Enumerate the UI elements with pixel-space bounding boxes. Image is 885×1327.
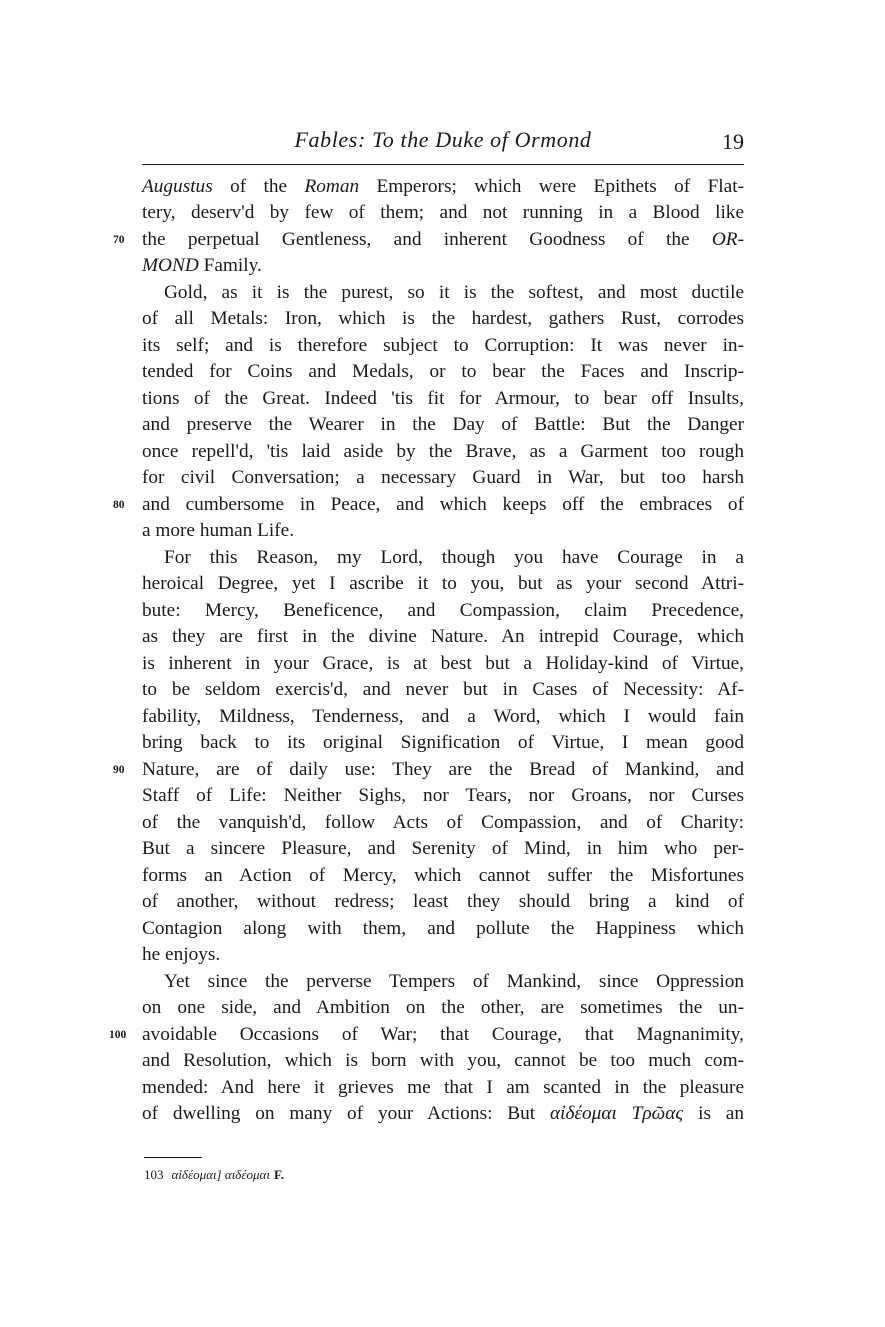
text-line <box>142 174 744 200</box>
header-rule <box>142 164 744 165</box>
text-line: tions of the Great. Indeed 'tis fit for Armour, to bear off Insults, <box>142 388 744 409</box>
text-line: is inherent in your Grace, is at best but a Holiday-kind of Virtue, <box>142 653 744 674</box>
footnote-line-ref: 103 <box>144 1167 164 1182</box>
text-line: he enjoys. <box>142 944 221 965</box>
line-fragment: MOND <box>142 255 199 276</box>
line-fragment: Augustus <box>142 176 213 197</box>
footnote-variant: αιδέομαι <box>224 1167 270 1182</box>
text-line: to be seldom exercis'd, and never but in Cases of Necessity: Af- <box>142 679 744 700</box>
text-line: fability, Mildness, Tenderness, and a Word, which I would fain <box>142 706 744 727</box>
line-number: 90 <box>113 764 125 776</box>
text-line: mended: And here it grieves me that I am scanted in the pleasure <box>142 1077 744 1098</box>
text-line: Nature, are of daily use: They are the Bread of Mankind, and <box>142 759 744 780</box>
text-line: avoidable Occasions of War; that Courage, that Magnanimity, <box>142 1024 744 1045</box>
text-line: and preserve the Wearer in the Day of Battle: But the Danger <box>142 414 744 435</box>
text-line: and cumbersome in Peace, and which keeps off the embraces of <box>142 494 744 515</box>
line-fragment: Emperors; which were Epithets of Flat- <box>359 176 744 197</box>
text-line: and Resolution, which is born with you, cannot be too much com- <box>142 1050 744 1071</box>
text-line: forms an Action of Mercy, which cannot suffer the Misfortunes <box>142 865 744 886</box>
running-title: Fables: To the Duke of Ormond <box>294 127 592 152</box>
footnote-lemma: αἰδέομαι] <box>171 1167 222 1182</box>
text-line: bring back to its original Signification of Virtue, I mean good <box>142 732 744 753</box>
text-line <box>142 253 744 279</box>
footnote-source: F. <box>273 1167 284 1182</box>
text-line: Contagion along with them, and pollute the Happiness which <box>142 918 744 939</box>
line-fragment: the perpetual Gentleness, and inherent Goodness of the <box>142 229 712 250</box>
line-number: 80 <box>113 499 125 511</box>
line-fragment: OR- <box>711 229 744 250</box>
text-line <box>142 1101 744 1127</box>
text-line: of another, without redress; least they should bring a kind of <box>142 891 744 912</box>
text-line: heroical Degree, yet I ascribe it to you, but as your second Attri- <box>142 573 744 594</box>
text-line: of all Metals: Iron, which is the hardest, gathers Rust, corrodes <box>142 308 744 329</box>
text-line: But a sincere Pleasure, and Serenity of Mind, in him who per- <box>142 838 744 859</box>
footnote <box>144 1164 284 1186</box>
text-line: of the vanquish'd, follow Acts of Compassion, and of Charity: <box>142 812 744 833</box>
text-line: its self; and is therefore subject to Corruption: It was never in- <box>142 335 744 356</box>
line-fragment: is an <box>683 1103 744 1124</box>
footnote-rule <box>144 1157 202 1158</box>
line-fragment: Roman <box>304 176 360 197</box>
page-number: 19 <box>722 129 744 154</box>
text-line: tended for Coins and Medals, or to bear the Faces and Inscrip- <box>142 361 744 382</box>
text-line: Yet since the perverse Tempers of Mankind, since Oppression <box>164 971 744 992</box>
line-fragment: of the <box>212 176 305 197</box>
text-line: for civil Conversation; a necessary Guard in War, but too harsh <box>142 467 744 488</box>
text-line <box>142 227 744 253</box>
text-line: once repell'd, 'tis laid aside by the Brave, as a Garment too rough <box>142 441 744 462</box>
text-line: Gold, as it is the purest, so it is the softest, and most ductile <box>164 282 744 303</box>
line-fragment: Family. <box>198 255 262 276</box>
text-line: as they are first in the divine Nature. An intrepid Courage, which <box>142 626 744 647</box>
line-fragment: of dwelling on many of your Actions: But <box>142 1103 550 1124</box>
text-line: For this Reason, my Lord, though you have Courage in a <box>164 547 744 568</box>
text-line: a more human Life. <box>142 520 295 541</box>
line-number: 100 <box>109 1029 127 1041</box>
greek-phrase: αἰδέομαι Τρῶας <box>550 1103 684 1124</box>
running-header <box>142 124 744 156</box>
line-number: 70 <box>113 234 125 246</box>
text-line: Staff of Life: Neither Sighs, nor Tears, nor Groans, nor Curses <box>142 785 744 806</box>
text-line: bute: Mercy, Beneficence, and Compassion, claim Precedence, <box>142 600 744 621</box>
text-line: tery, deserv'd by few of them; and not running in a Blood like <box>142 202 744 223</box>
text-line: on one side, and Ambition on the other, are sometimes the un- <box>142 997 744 1018</box>
